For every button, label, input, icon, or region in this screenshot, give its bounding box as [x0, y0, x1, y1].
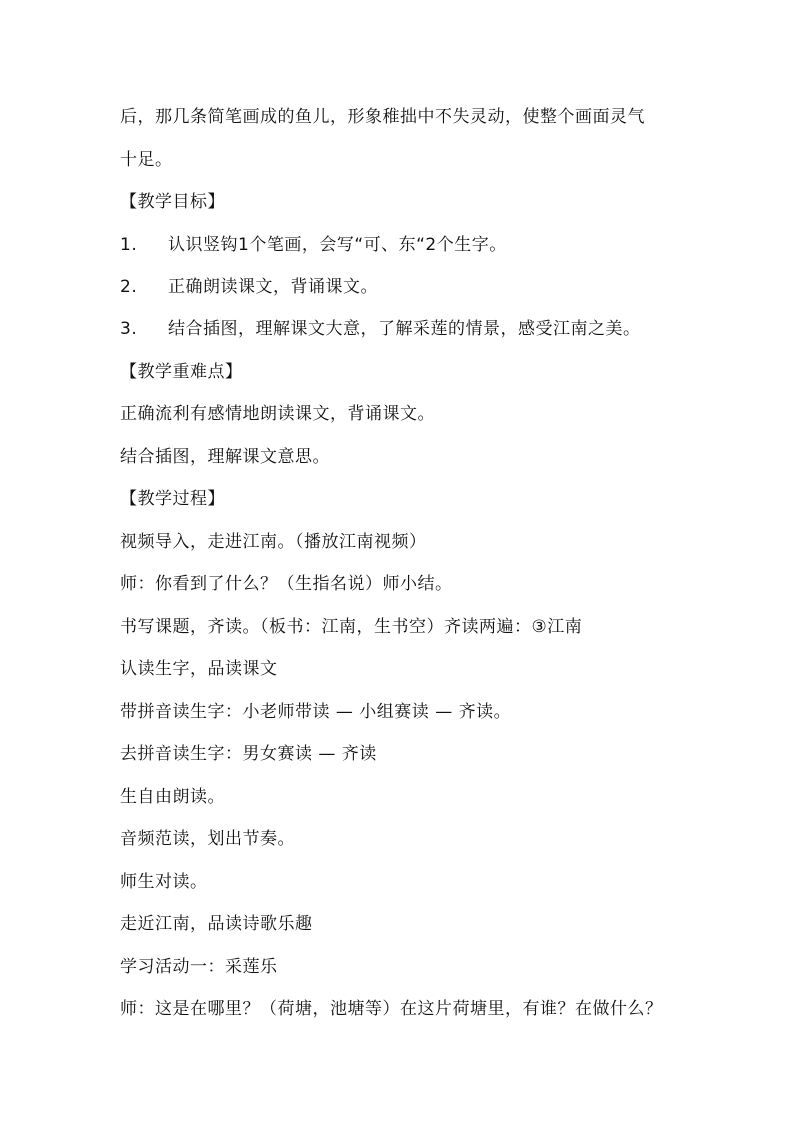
- process-line: 师：这是在哪里？（荷塘，池塘等）在这片荷塘里，有谁？在做什么？: [120, 999, 663, 1019]
- process-line: 生自由朗读。: [120, 787, 225, 807]
- objective-item-2: [120, 275, 378, 299]
- objective-number-1: 1.: [120, 235, 138, 255]
- section-heading-objectives: 【教学目标】: [120, 192, 225, 212]
- process-line: 书写课题，齐读。（板书：江南，生书空）齐读两遍：③江南: [120, 617, 583, 637]
- process-line: 音频范读，划出节奏。: [120, 829, 295, 849]
- objective-number-2: 2.: [120, 277, 138, 297]
- key-point-1: 正确流利有感情地朗读课文，背诵课文。: [120, 404, 435, 424]
- paragraph-continuation: 后，那几条简笔画成的鱼儿，形象稚拙中不失灵动，使整个画面灵气: [120, 107, 645, 127]
- process-line: 师生对读。: [120, 872, 208, 892]
- process-line: 认读生字，品读课文: [120, 659, 278, 679]
- objective-number-3: 3.: [120, 319, 138, 339]
- objective-text-2: 正确朗读课文，背诵课文。: [168, 277, 378, 297]
- process-line: 走近江南，品读诗歌乐趣: [120, 914, 313, 934]
- objective-text-1: 认识竖钩1个笔画，会写“可、东“2个生字。: [168, 235, 507, 255]
- process-line: 带拼音读生字：小老师带读 — 小组赛读 — 齐读。: [120, 702, 512, 722]
- process-line: 视频导入，走进江南。（播放江南视频）: [120, 532, 427, 552]
- section-heading-process: 【教学过程】: [120, 489, 225, 509]
- key-point-2: 结合插图，理解课文意思。: [120, 447, 330, 467]
- objective-text-3: 结合插图，理解课文大意，了解采莲的情景，感受江南之美。: [168, 319, 641, 339]
- process-line: 学习活动一：采莲乐: [120, 957, 278, 977]
- process-line: 师：你看到了什么？（生指名说）师小结。: [120, 574, 453, 594]
- objective-item-1: [120, 233, 507, 257]
- process-line: 去拼音读生字：男女赛读 — 齐读: [120, 744, 377, 764]
- paragraph-continuation-end: 十足。: [120, 150, 173, 170]
- section-heading-key-points: 【教学重难点】: [120, 362, 243, 382]
- objective-item-3: [120, 317, 641, 341]
